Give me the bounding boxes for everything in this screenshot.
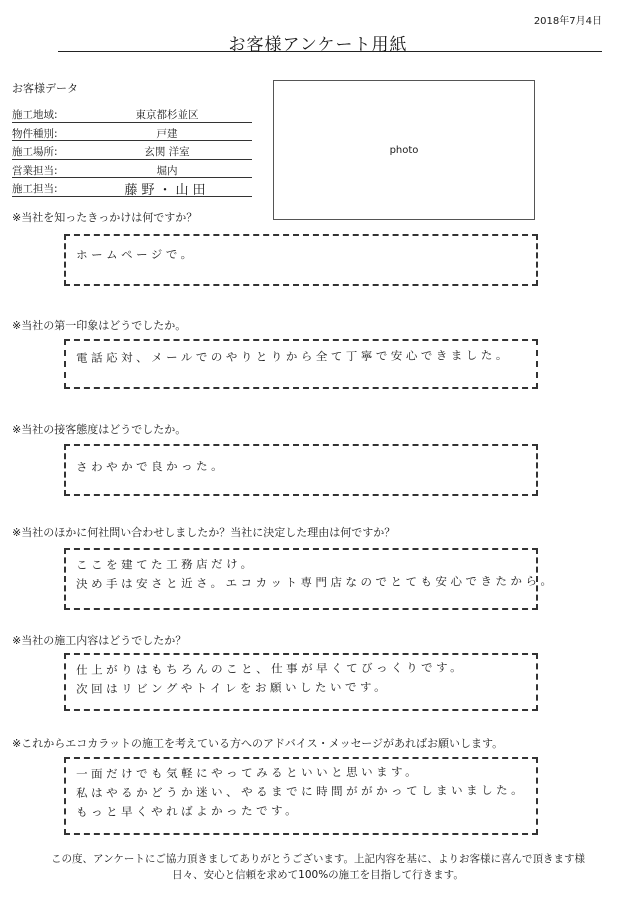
- info-key: 物件種別:: [12, 127, 58, 140]
- answer-box-5: [64, 653, 538, 711]
- info-row-installer: [12, 178, 252, 197]
- question-3: ※当社の接客態度はどうでしたか。: [12, 423, 187, 436]
- footer-line: 日々、安心と信頼を求めて100%の施工を目指して行きます。: [172, 869, 464, 881]
- answer-line: もっと早くやればよかったです。: [76, 803, 301, 819]
- question-6: ※これからエコカラットの施工を考えている方へのアドバイス・メッセージがあればお願いします。: [12, 737, 504, 750]
- info-key: 施工場所:: [12, 146, 58, 158]
- customer-data-label: お客様データ: [12, 82, 78, 95]
- answer-box-2: [64, 339, 538, 389]
- info-value: 堀内: [156, 164, 178, 177]
- question-2: ※当社の第一印象はどうでしたか。: [12, 319, 187, 332]
- answer-box-6: [64, 757, 538, 835]
- footer-message: [0, 851, 636, 883]
- question-1: ※当社を知ったきっかけは何ですか？: [12, 211, 198, 224]
- question-5: ※当社の施工内容はどうでしたか？: [12, 634, 187, 647]
- info-value: 戸建: [156, 127, 178, 140]
- answer-line: 一面だけでも気軽にやってみるといいと思います。: [76, 764, 421, 781]
- footer-line: この度、アンケートにご協力頂きましてありがとうございます。上記内容を基に、よりお客様に喜んで頂きます様: [50, 853, 586, 865]
- info-value-handwritten: 藤野・山田: [124, 183, 210, 198]
- photo-label: photo: [389, 145, 419, 156]
- answer-line: 次回はリビングやトイレをお願いしたいです。: [76, 679, 390, 696]
- customer-data-table: [12, 104, 252, 197]
- info-value: 東京都杉並区: [135, 109, 199, 121]
- answer-line: ここを建てた工務店だけ。: [76, 556, 256, 572]
- question-4: ※当社のほかに何社問い合わせしましたか？当社に決定した理由は何ですか？: [12, 526, 396, 539]
- info-key: 営業担当:: [12, 164, 58, 177]
- answer-box-3: [64, 444, 538, 496]
- answer-box-1: [64, 234, 538, 286]
- info-row-location: [12, 141, 252, 160]
- page-title: お客様アンケート用紙: [228, 35, 408, 55]
- info-row-area: [12, 104, 252, 123]
- answer-line: 仕上がりはもちろんのこと、仕事が早くてびっくりです。: [76, 660, 466, 677]
- answer-line: ホームページで。: [76, 247, 196, 262]
- info-value: 玄関 洋室: [144, 146, 190, 158]
- answer-line: 電話応対、メールでのやりとりから全て丁寧で安心できました。: [76, 347, 511, 365]
- photo-box: [273, 80, 535, 220]
- date: 2018年7月4日: [533, 16, 602, 27]
- info-key: 施工担当:: [12, 183, 58, 195]
- answer-box-4: [64, 548, 556, 610]
- info-row-sales: [12, 160, 252, 179]
- info-row-property-type: [12, 123, 252, 142]
- answer-line: 私はやるかどうか迷い、やるまでに時間ががかってしまいました。: [76, 782, 527, 800]
- title-underline: [58, 51, 602, 52]
- answer-line: 決め手は安さと近さ。エコカット専門店なのでとても安心できたから。: [76, 573, 556, 591]
- answer-line: さわやかで良かった。: [76, 458, 227, 474]
- info-key: 施工地域:: [12, 109, 58, 121]
